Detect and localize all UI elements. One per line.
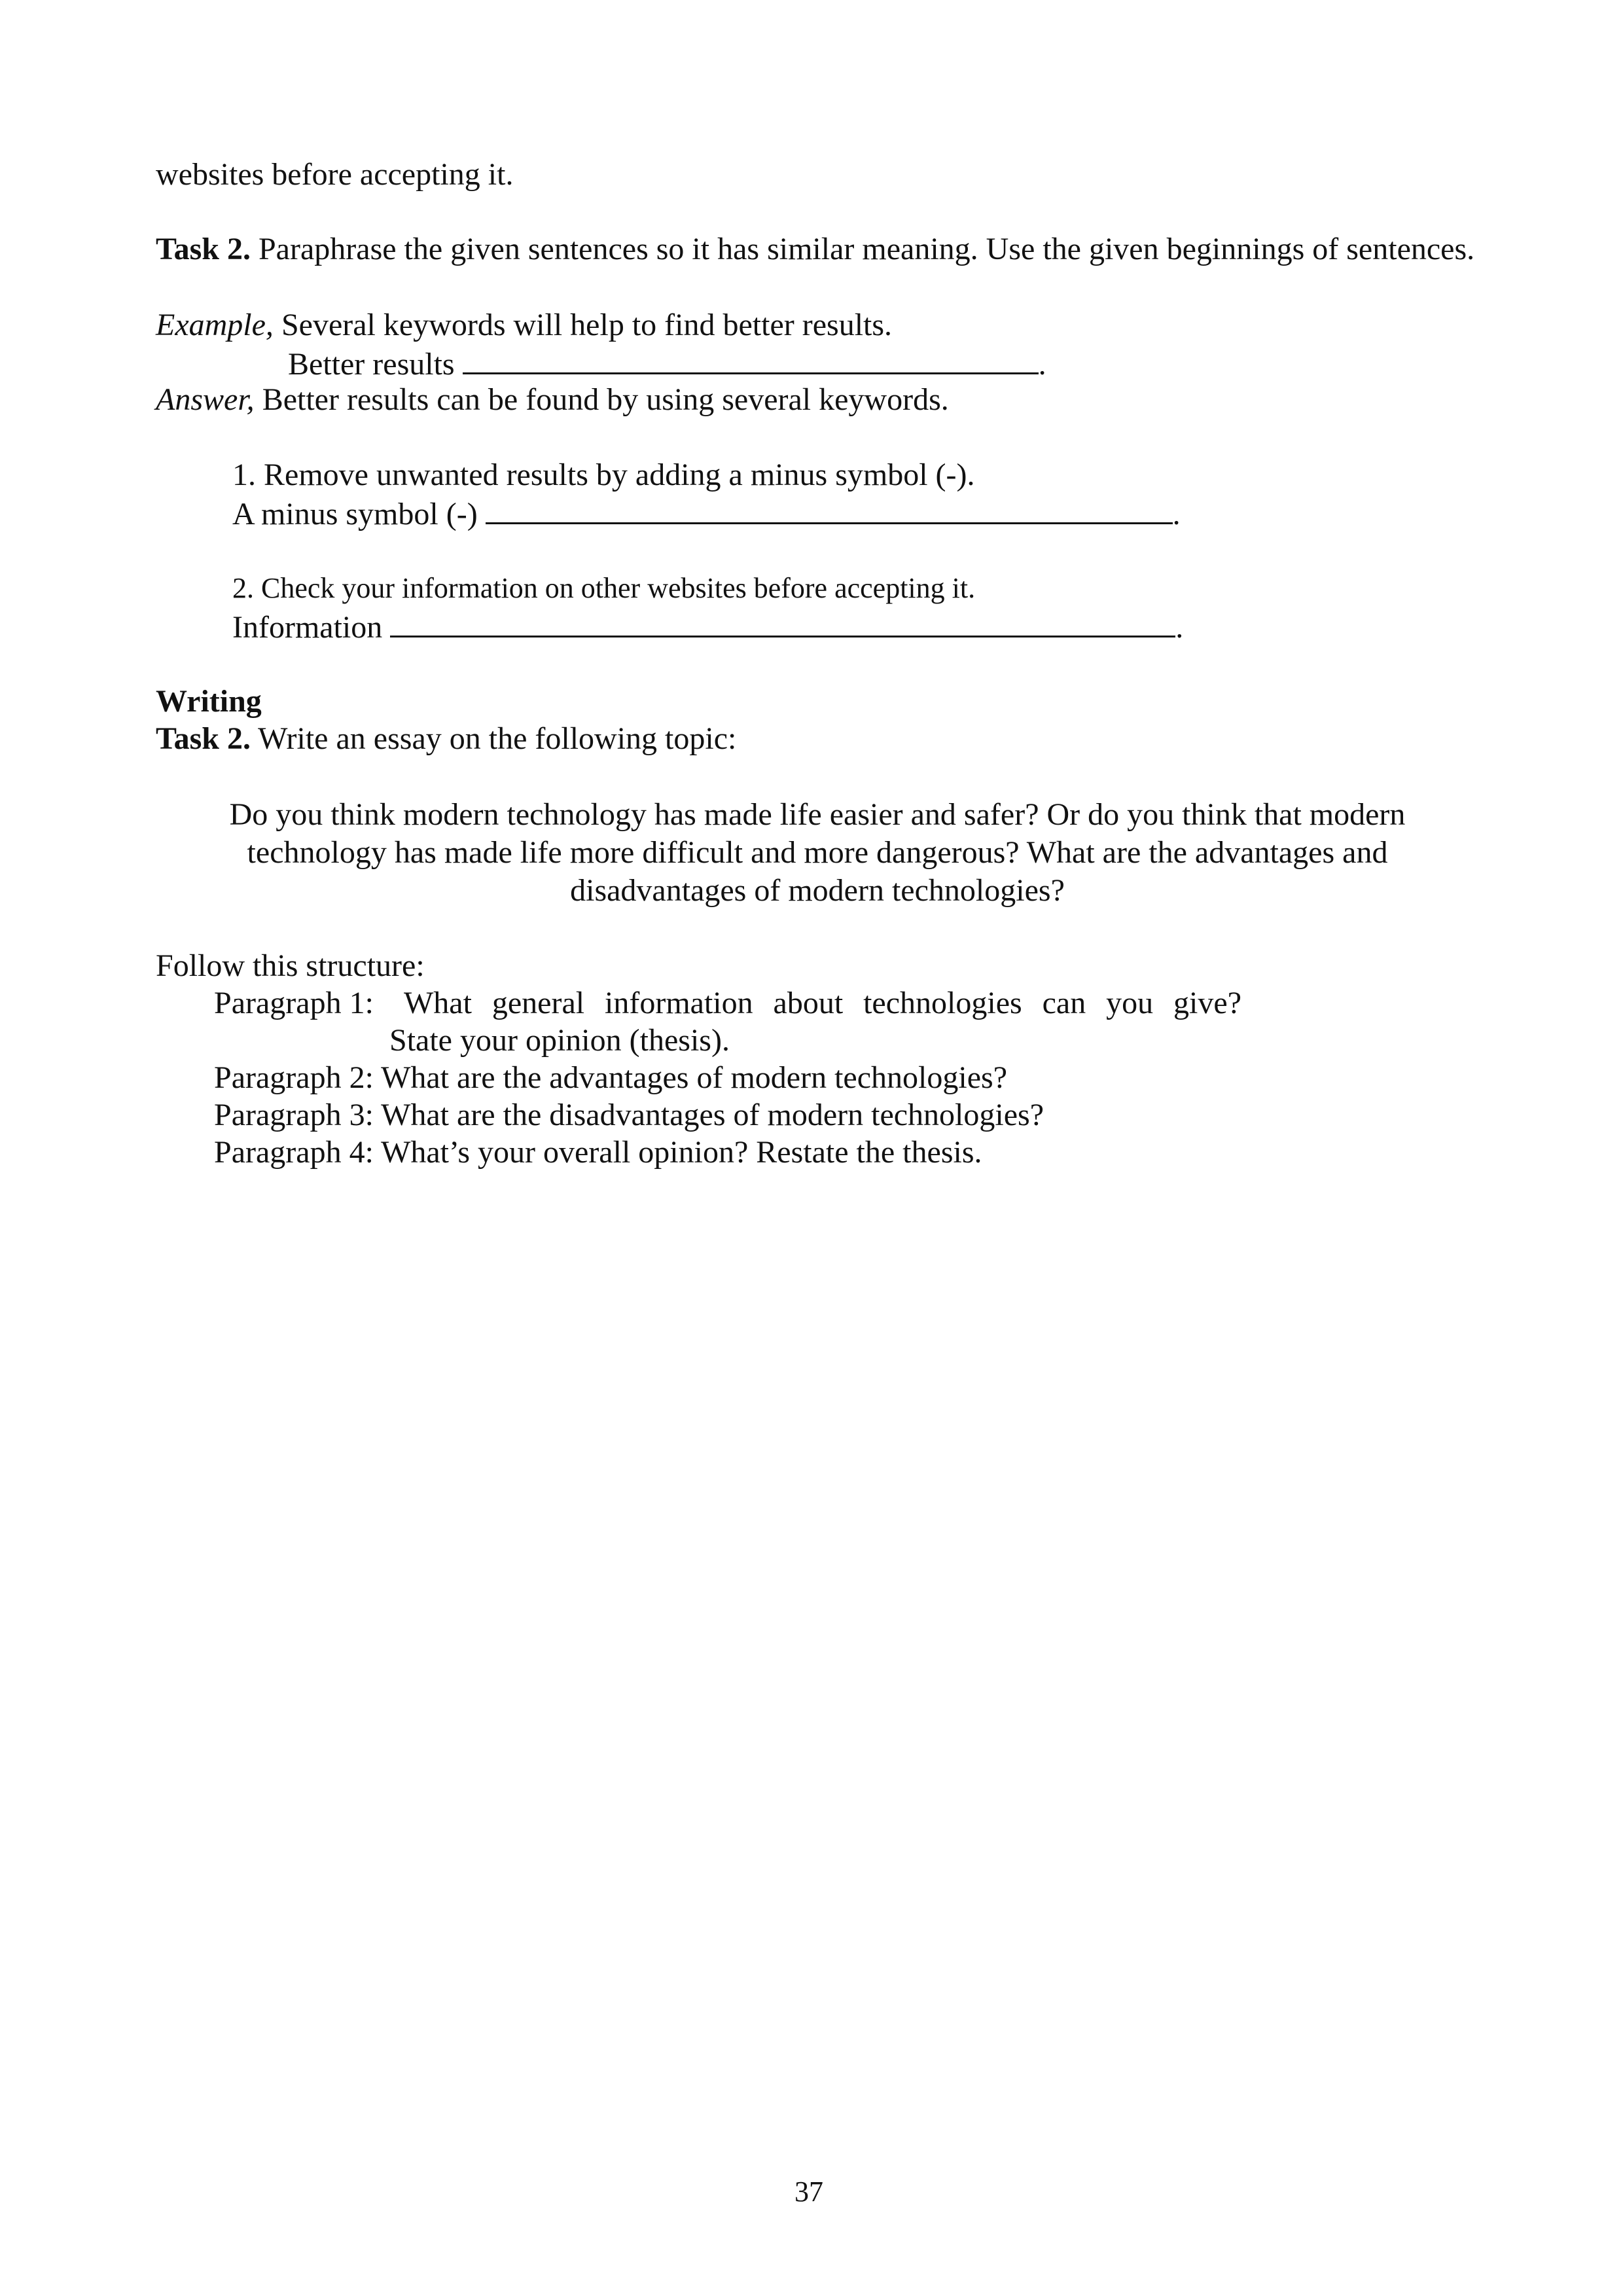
example-line [156, 306, 892, 344]
paragraph-2-text: What are the advantages of modern technologies? [381, 1060, 1007, 1095]
paragraph-4-label: Paragraph 4: [214, 1135, 374, 1170]
writing-task-text: Write an essay on the following topic: [258, 721, 737, 756]
example-blank [463, 344, 1039, 374]
item-1-beginning: A minus symbol (-) [232, 497, 478, 531]
paragraph-3-label: Paragraph 3: [214, 1098, 374, 1132]
topic-line-3: disadvantages of modern technologies? [570, 873, 1065, 908]
task2-instruction-text: Paraphrase the given sentences so it has similar meaning. Use the given beginnings of sentences. [258, 232, 1475, 266]
item-2-beginning: Information [232, 610, 383, 645]
topic-line-1: Do you think modern technology has made life easier and safer? Or do you think that modern [229, 797, 1406, 832]
page-number: 37 [794, 2176, 823, 2208]
example-label: Example, [156, 308, 274, 342]
writing-task-label: Task 2. [156, 721, 251, 756]
paragraph-1-label: Paragraph 1: [214, 986, 374, 1020]
item-2-end-mark: . [1175, 610, 1184, 645]
writing-task-line [156, 720, 736, 758]
paragraph-1-text: What general information about technologies can you give? [404, 986, 1241, 1020]
item-2-sentence: 2. Check your information on other websites before accepting it. [232, 572, 976, 604]
item-2-blank[interactable] [390, 607, 1175, 637]
answer-line [156, 381, 949, 419]
item-2-beginning-line [232, 607, 1183, 647]
continuation-text: websites before accepting it. [156, 157, 514, 192]
writing-heading: Writing [156, 684, 262, 719]
example-text: Several keywords will help to find better results. [281, 308, 893, 342]
example-beginning: Better results [288, 347, 455, 382]
answer-text: Better results can be found by using several keywords. [262, 382, 949, 417]
structure-intro: Follow this structure: [156, 948, 425, 983]
paragraph-3-text: What are the disadvantages of modern technologies? [381, 1098, 1044, 1132]
paragraph-4-text: What’s your overall opinion? Restate the thesis. [381, 1135, 982, 1170]
paragraph-1-text-2: State your opinion (thesis). [389, 1023, 730, 1058]
item-1-sentence: 1. Remove unwanted results by adding a minus symbol (-). [232, 457, 975, 492]
task2-instruction [156, 230, 1479, 268]
item-1-end-mark: . [1172, 497, 1181, 531]
paragraph-3-line [214, 1096, 1044, 1134]
paragraph-4-line [214, 1134, 982, 1172]
example-beginning-line [288, 344, 1046, 384]
item-1-blank[interactable] [486, 493, 1173, 524]
task2-label: Task 2. [156, 232, 251, 266]
example-end-mark: . [1038, 347, 1046, 382]
paragraph-2-label: Paragraph 2: [214, 1060, 374, 1095]
answer-label: Answer, [156, 382, 255, 417]
item-1-beginning-line [232, 493, 1181, 533]
topic-line-2: technology has made life more difficult and more dangerous? What are the advantages and [247, 835, 1388, 870]
paragraph-2-line [214, 1059, 1007, 1097]
